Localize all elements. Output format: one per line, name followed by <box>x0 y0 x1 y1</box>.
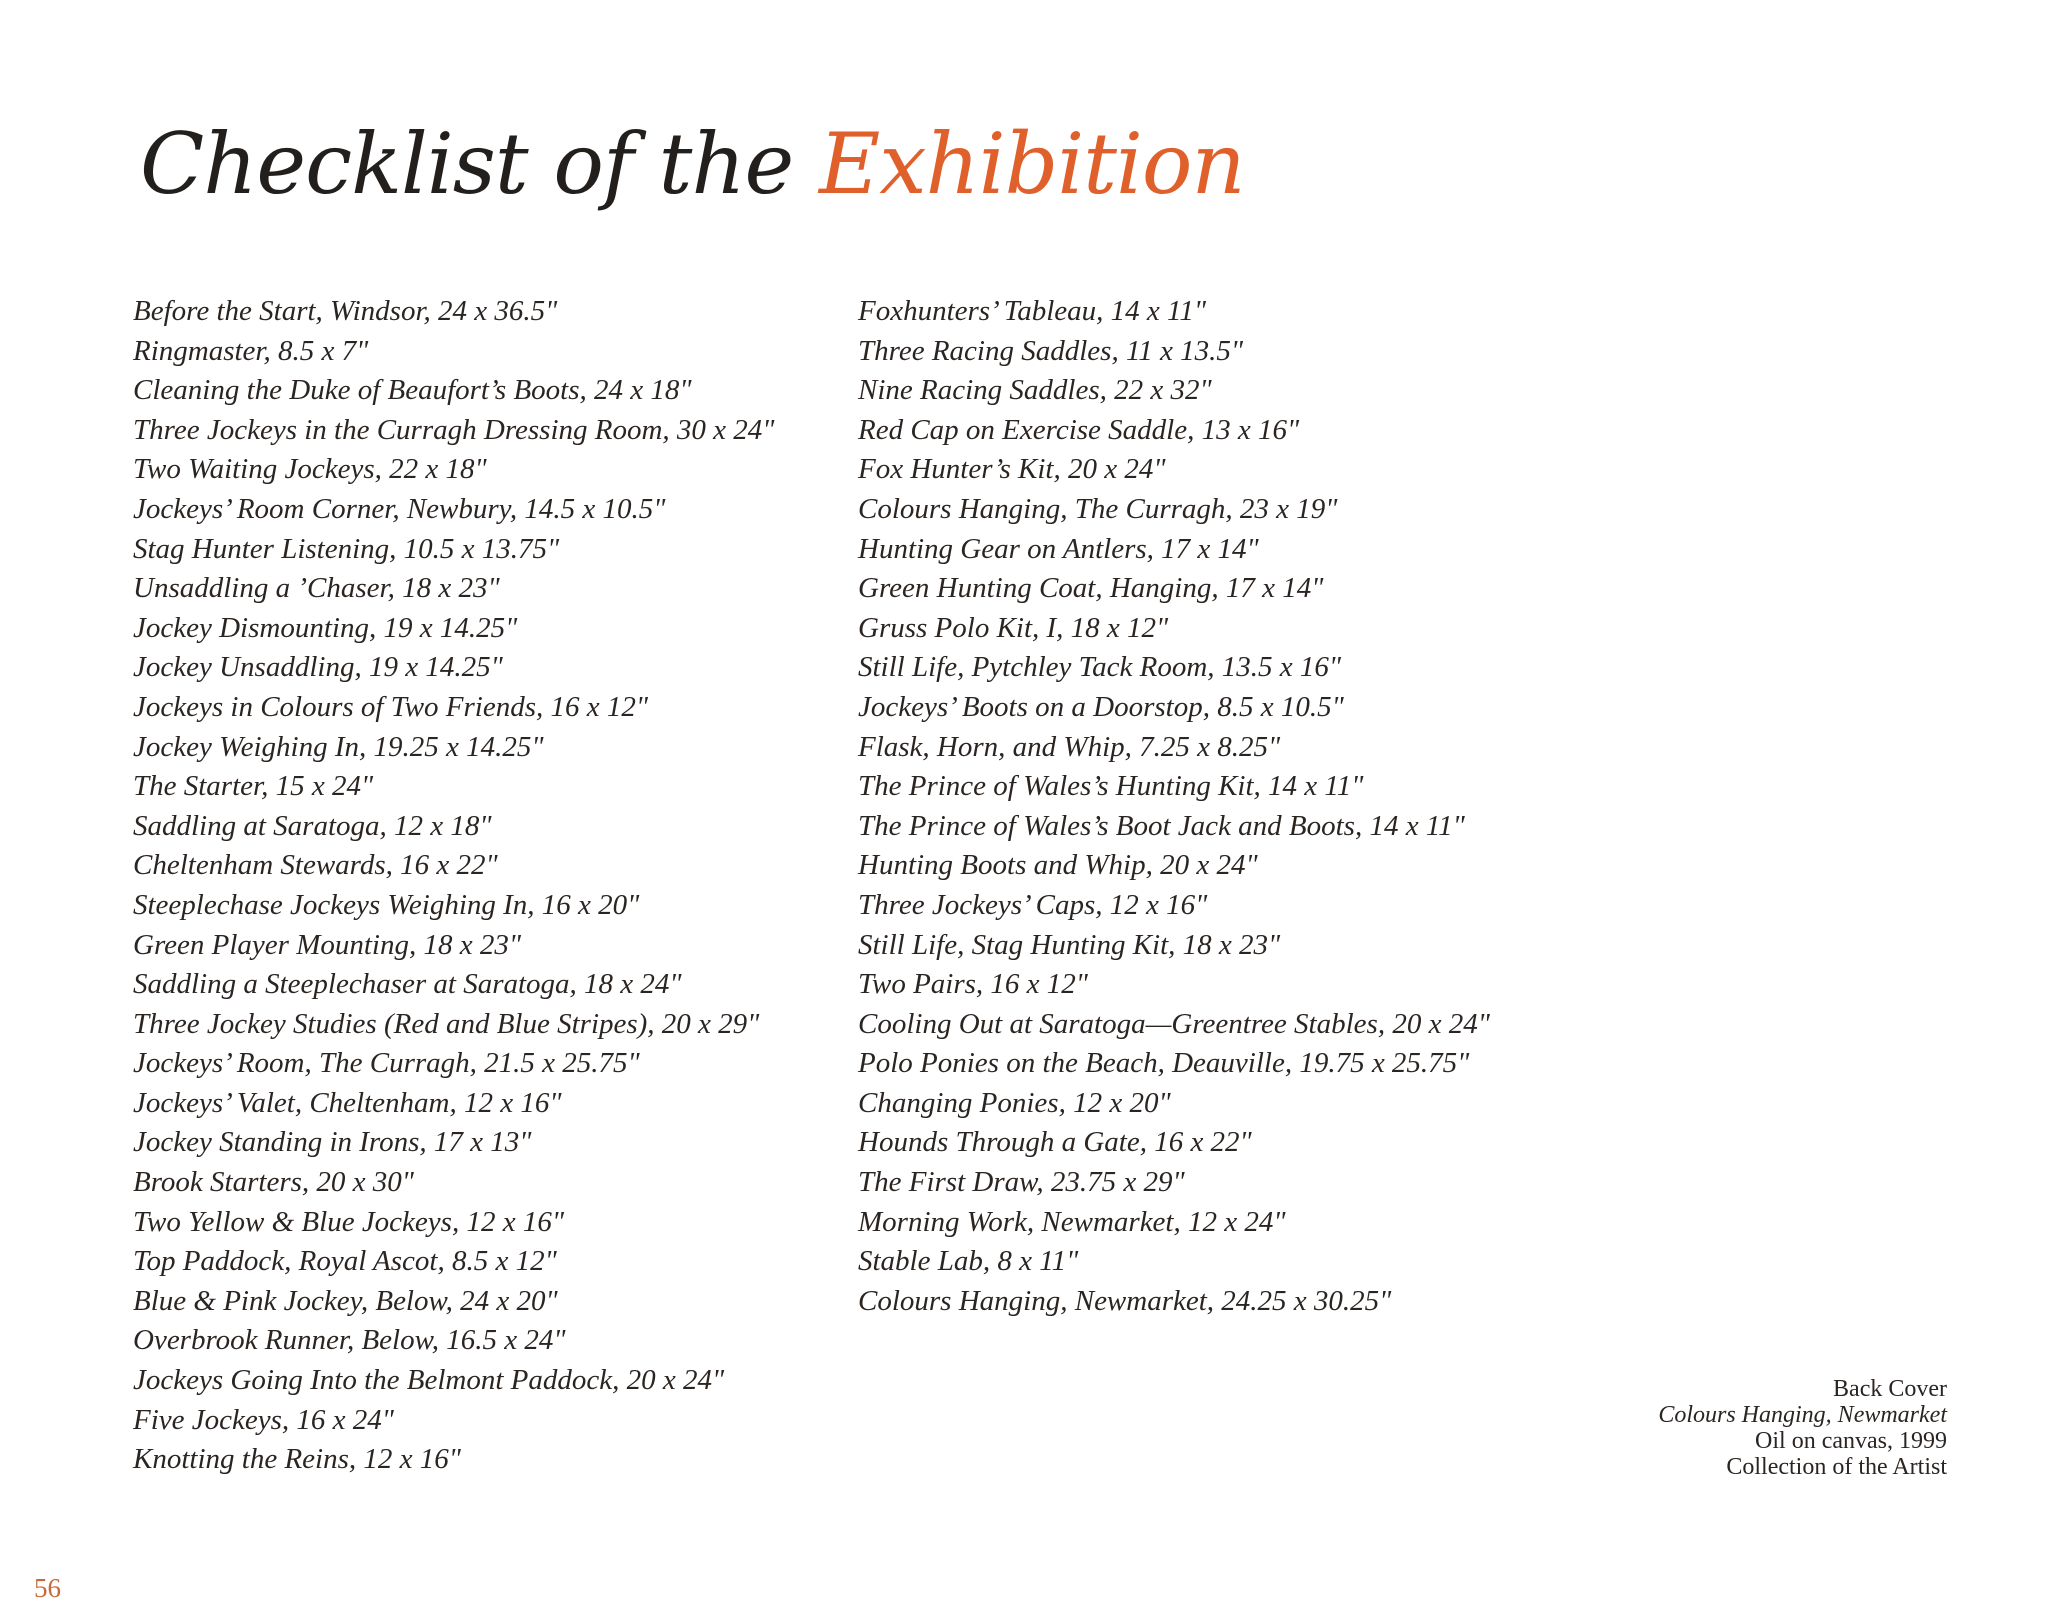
checklist-item: Steeplechase Jockeys Weighing In, 16 x 20" <box>133 888 640 921</box>
caption-collection: Collection of the Artist <box>1726 1454 1947 1480</box>
checklist-item: Two Pairs, 16 x 12" <box>858 968 1088 1001</box>
checklist-item: Still Life, Pytchley Tack Room, 13.5 x 16" <box>858 651 1342 684</box>
checklist-left-column <box>133 292 774 1480</box>
checklist-item: Fox Hunter’s Kit, 20 x 24" <box>858 453 1166 486</box>
checklist-item: Two Yellow & Blue Jockeys, 12 x 16" <box>133 1205 565 1238</box>
checklist-item: Hunting Boots and Whip, 20 x 24" <box>858 849 1258 882</box>
checklist-item: Jockeys’ Room Corner, Newbury, 14.5 x 10.5" <box>133 492 666 525</box>
checklist-right-column <box>858 292 1490 1321</box>
checklist-item: Polo Ponies on the Beach, Deauville, 19.75 x 25.75" <box>858 1047 1470 1080</box>
checklist-item: Unsaddling a ’Chaser, 18 x 23" <box>133 572 500 605</box>
page-number: 56 <box>34 1573 61 1603</box>
checklist-item: Green Hunting Coat, Hanging, 17 x 14" <box>858 572 1324 605</box>
checklist-item: Before the Start, Windsor, 24 x 36.5" <box>133 295 558 327</box>
checklist-item: Top Paddock, Royal Ascot, 8.5 x 12" <box>133 1245 557 1278</box>
checklist-item: Three Racing Saddles, 11 x 13.5" <box>858 334 1244 367</box>
checklist-item: Blue & Pink Jockey, Below, 24 x 20" <box>133 1284 558 1317</box>
checklist-item: Nine Racing Saddles, 22 x 32" <box>858 374 1212 407</box>
caption-heading: Back Cover <box>1833 1376 1947 1402</box>
checklist-item: Changing Ponies, 12 x 20" <box>858 1086 1171 1119</box>
checklist-item: Saddling at Saratoga, 12 x 18" <box>133 809 492 842</box>
checklist-item: Hounds Through a Gate, 16 x 22" <box>858 1126 1252 1159</box>
checklist-item: Jockey Weighing In, 19.25 x 14.25" <box>133 730 544 763</box>
checklist-item: Three Jockey Studies (Red and Blue Stripes), 20 x 29" <box>133 1007 760 1040</box>
checklist-item: The Prince of Wales’s Boot Jack and Boots, 14 x 11" <box>858 809 1465 842</box>
checklist-item: Five Jockeys, 16 x 24" <box>133 1403 394 1436</box>
checklist-item: Jockey Unsaddling, 19 x 14.25" <box>133 651 503 684</box>
checklist-item: Red Cap on Exercise Saddle, 13 x 16" <box>858 413 1300 446</box>
checklist-item: Green Player Mounting, 18 x 23" <box>133 928 522 961</box>
checklist-item: Jockeys’ Valet, Cheltenham, 12 x 16" <box>133 1086 562 1119</box>
checklist-item: Stag Hunter Listening, 10.5 x 13.75" <box>133 532 560 565</box>
checklist-item: Morning Work, Newmarket, 12 x 24" <box>858 1205 1286 1238</box>
checklist-item: Jockeys in Colours of Two Friends, 16 x 12" <box>133 690 649 723</box>
checklist-item: Brook Starters, 20 x 30" <box>133 1166 414 1199</box>
checklist-item: Foxhunters’ Tableau, 14 x 11" <box>858 295 1207 327</box>
checklist-item: Overbrook Runner, Below, 16.5 x 24" <box>133 1324 566 1357</box>
title-part-exhibition: Exhibition <box>818 115 1245 213</box>
checklist-item: The Starter, 15 x 24" <box>133 770 374 803</box>
checklist-item: Jockey Dismounting, 19 x 14.25" <box>133 611 518 644</box>
checklist-item: Colours Hanging, The Curragh, 23 x 19" <box>858 492 1338 525</box>
checklist-item: Knotting the Reins, 12 x 16" <box>133 1443 461 1476</box>
checklist-item: The First Draw, 23.75 x 29" <box>858 1166 1185 1199</box>
checklist-item: Colours Hanging, Newmarket, 24.25 x 30.25" <box>858 1284 1392 1317</box>
page-title <box>140 115 1245 213</box>
checklist-item: Hunting Gear on Antlers, 17 x 14" <box>858 532 1259 565</box>
caption-medium: Oil on canvas, 1999 <box>1755 1428 1947 1454</box>
checklist-item: Flask, Horn, and Whip, 7.25 x 8.25" <box>858 730 1281 763</box>
checklist-item: Three Jockeys’ Caps, 12 x 16" <box>858 888 1208 921</box>
checklist-item: Saddling a Steeplechaser at Saratoga, 18 x 24" <box>133 968 682 1001</box>
checklist-item: Two Waiting Jockeys, 22 x 18" <box>133 453 487 486</box>
checklist-item: Three Jockeys in the Curragh Dressing Room, 30 x 24" <box>133 413 775 446</box>
checklist-item: Ringmaster, 8.5 x 7" <box>133 334 369 367</box>
checklist-item: Jockeys’ Room, The Curragh, 21.5 x 25.75" <box>133 1047 640 1080</box>
title-part-checklist: Checklist of the <box>140 115 819 213</box>
checklist-item: Jockeys’ Boots on a Doorstop, 8.5 x 10.5" <box>858 690 1344 723</box>
checklist-item: Stable Lab, 8 x 11" <box>858 1245 1079 1278</box>
checklist-item: Jockeys Going Into the Belmont Paddock, 20 x 24" <box>133 1364 725 1397</box>
checklist-item: Still Life, Stag Hunting Kit, 18 x 23" <box>858 928 1281 961</box>
caption-work-title: Colours Hanging, Newmarket <box>1658 1402 1947 1428</box>
back-cover-caption <box>1658 1376 1947 1480</box>
checklist-item: The Prince of Wales’s Hunting Kit, 14 x 11" <box>858 770 1364 803</box>
checklist-item: Cooling Out at Saratoga—Greentree Stables, 20 x 24" <box>858 1007 1490 1040</box>
checklist-item: Gruss Polo Kit, I, 18 x 12" <box>858 611 1169 644</box>
checklist-item: Jockey Standing in Irons, 17 x 13" <box>133 1126 532 1159</box>
checklist-item: Cleaning the Duke of Beaufort’s Boots, 24 x 18" <box>133 374 692 407</box>
checklist-item: Cheltenham Stewards, 16 x 22" <box>133 849 498 882</box>
